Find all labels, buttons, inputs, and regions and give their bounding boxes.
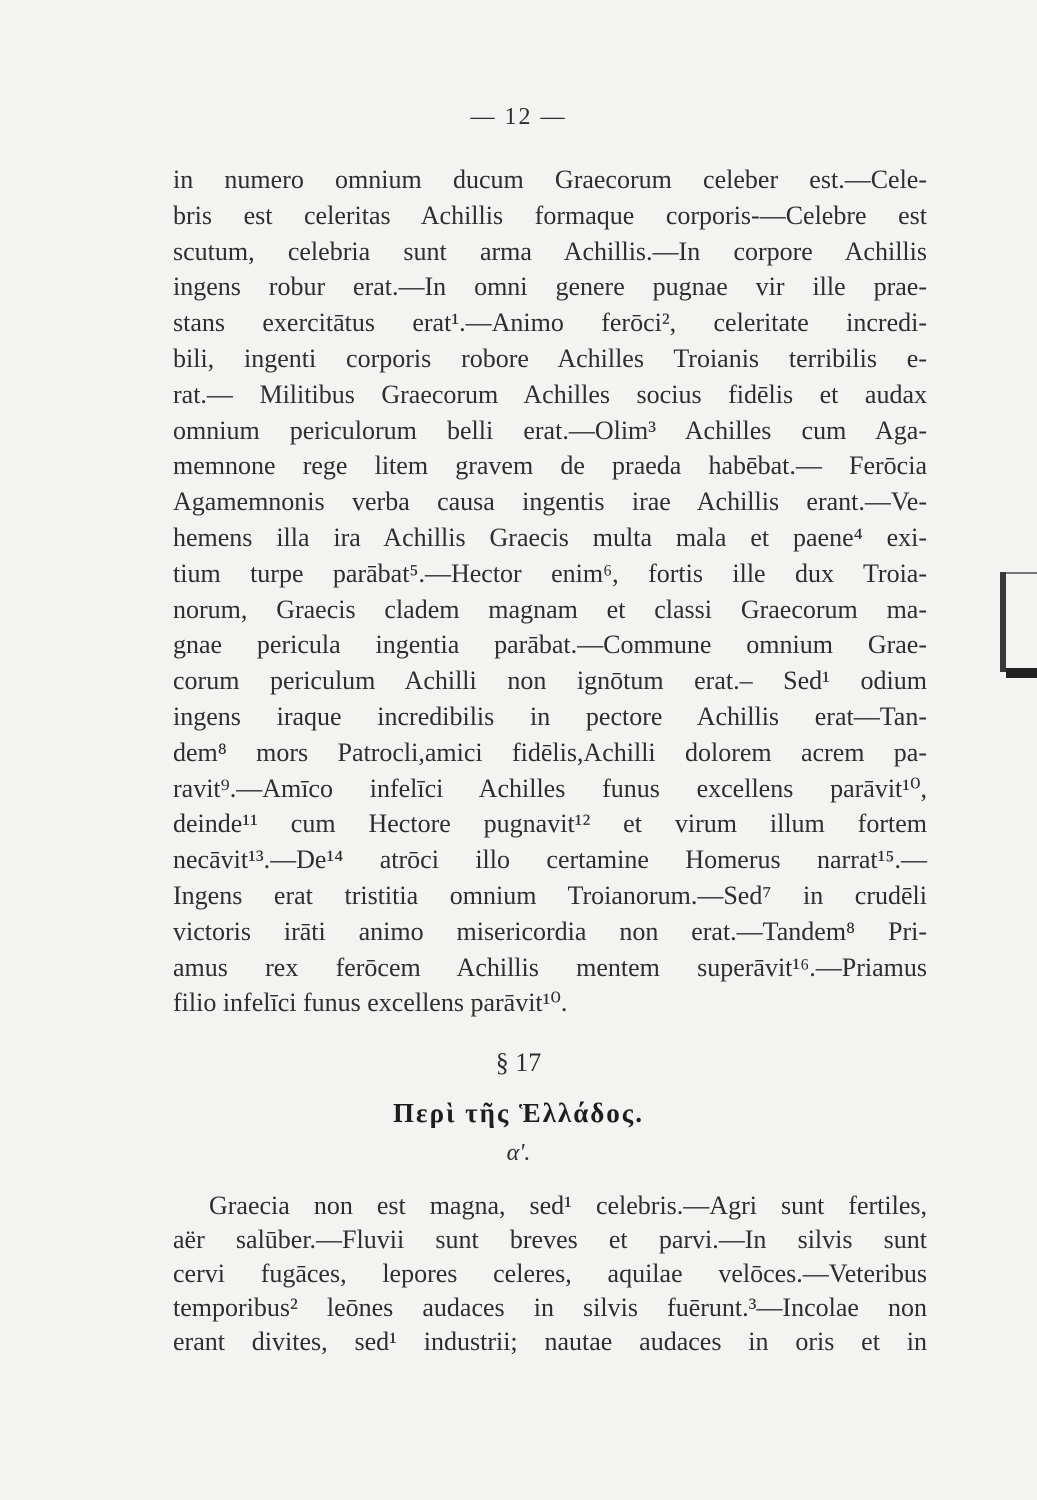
body-text <box>173 162 927 1021</box>
text-line: memnone rege litem gravem de praeda habēbat.— Ferōcia <box>173 451 927 481</box>
text-line: ingens robur erat.—In omni genere pugnae vir ille prae- <box>173 272 927 302</box>
text-line: tium turpe parābat⁵.—Hector enim⁶, fortis ille dux Troia- <box>173 558 927 588</box>
section-subheading: α'. <box>506 1140 531 1166</box>
text-line: temporibus² leōnes audaces in silvis fuērunt.³—Incolae non <box>173 1293 927 1322</box>
text-line: Ingens erat tristitia omnium Troianorum.—Sed⁷ in crudēli <box>173 880 927 910</box>
page-edge-artifact <box>1000 572 1006 672</box>
text-line: Agamemnonis verba causa ingentis irae Achillis erant.—Ve- <box>173 487 927 517</box>
text-line: rat.— Militibus Graecorum Achilles socius fidēlis et audax <box>173 379 927 409</box>
text-line: norum, Graecis cladem magnam et classi Graecorum ma- <box>173 594 927 624</box>
text-line: necāvit¹³.—De¹⁴ atrōci illo certamine Homerus narrat¹⁵.— <box>173 845 927 875</box>
text-line: amus rex ferōcem Achillis mentem superāvit¹⁶.—Priamus <box>173 952 927 982</box>
text-line: ravit⁹.—Amīco infelīci Achilles funus excellens parāvit¹⁰, <box>173 773 927 803</box>
text-line: corum periculum Achilli non ignōtum erat.– Sed¹ odium <box>173 666 927 696</box>
section-title: Περὶ τῆς Ἑλλάδος. <box>393 1098 644 1128</box>
text-line: deinde¹¹ cum Hectore pugnavit¹² et virum illum fortem <box>173 809 927 839</box>
text-line: bili, ingenti corporis robore Achilles Troianis terribilis e- <box>173 343 927 373</box>
section-paragraph <box>173 1189 927 1359</box>
text-line: aër salūber.—Fluvii sunt breves et parvi.—In silvis sunt <box>173 1225 927 1254</box>
text-line: gnae pericula ingentia parābat.—Commune omnium Grae- <box>173 630 927 660</box>
text-line: victoris irāti animo misericordia non erat.—Tandem⁸ Pri- <box>173 916 927 946</box>
text-line: dem⁸ mors Patrocli,amici fidēlis,Achilli dolorem acrem pa- <box>173 737 927 767</box>
text-line: Graecia non est magna, sed¹ celebris.—Agri sunt fertiles, <box>209 1191 927 1220</box>
text-line: filio infelīci funus excellens parāvit¹⁰. <box>173 988 568 1018</box>
text-line: stans exercitātus erat¹.—Animo ferōci², celeritate incredi- <box>173 308 927 338</box>
section-number: § 17 <box>495 1048 542 1077</box>
text-line: omnium periculorum belli erat.—Olim³ Achilles cum Aga- <box>173 415 927 445</box>
text-line: scutum, celebria sunt arma Achillis.—In corpore Achillis <box>173 236 927 266</box>
text-line: in numero omnium ducum Graecorum celeber est.—Cele- <box>173 165 927 194</box>
text-line: bris est celeritas Achillis formaque corporis-—Celebre est <box>173 200 927 230</box>
text-line: hemens illa ira Achillis Graecis multa mala et paene⁴ exi- <box>173 522 927 552</box>
text-line: erant divites, sed¹ industrii; nautae audaces in oris et in <box>173 1327 927 1356</box>
text-line: cervi fugāces, lepores celeres, aquilae velōces.—Veteribus <box>173 1259 927 1288</box>
page-edge-artifact <box>1006 668 1037 678</box>
text-line: ingens iraque incredibilis in pectore Achillis erat—Tan- <box>173 701 927 731</box>
page-number: — 12 — <box>470 104 567 130</box>
